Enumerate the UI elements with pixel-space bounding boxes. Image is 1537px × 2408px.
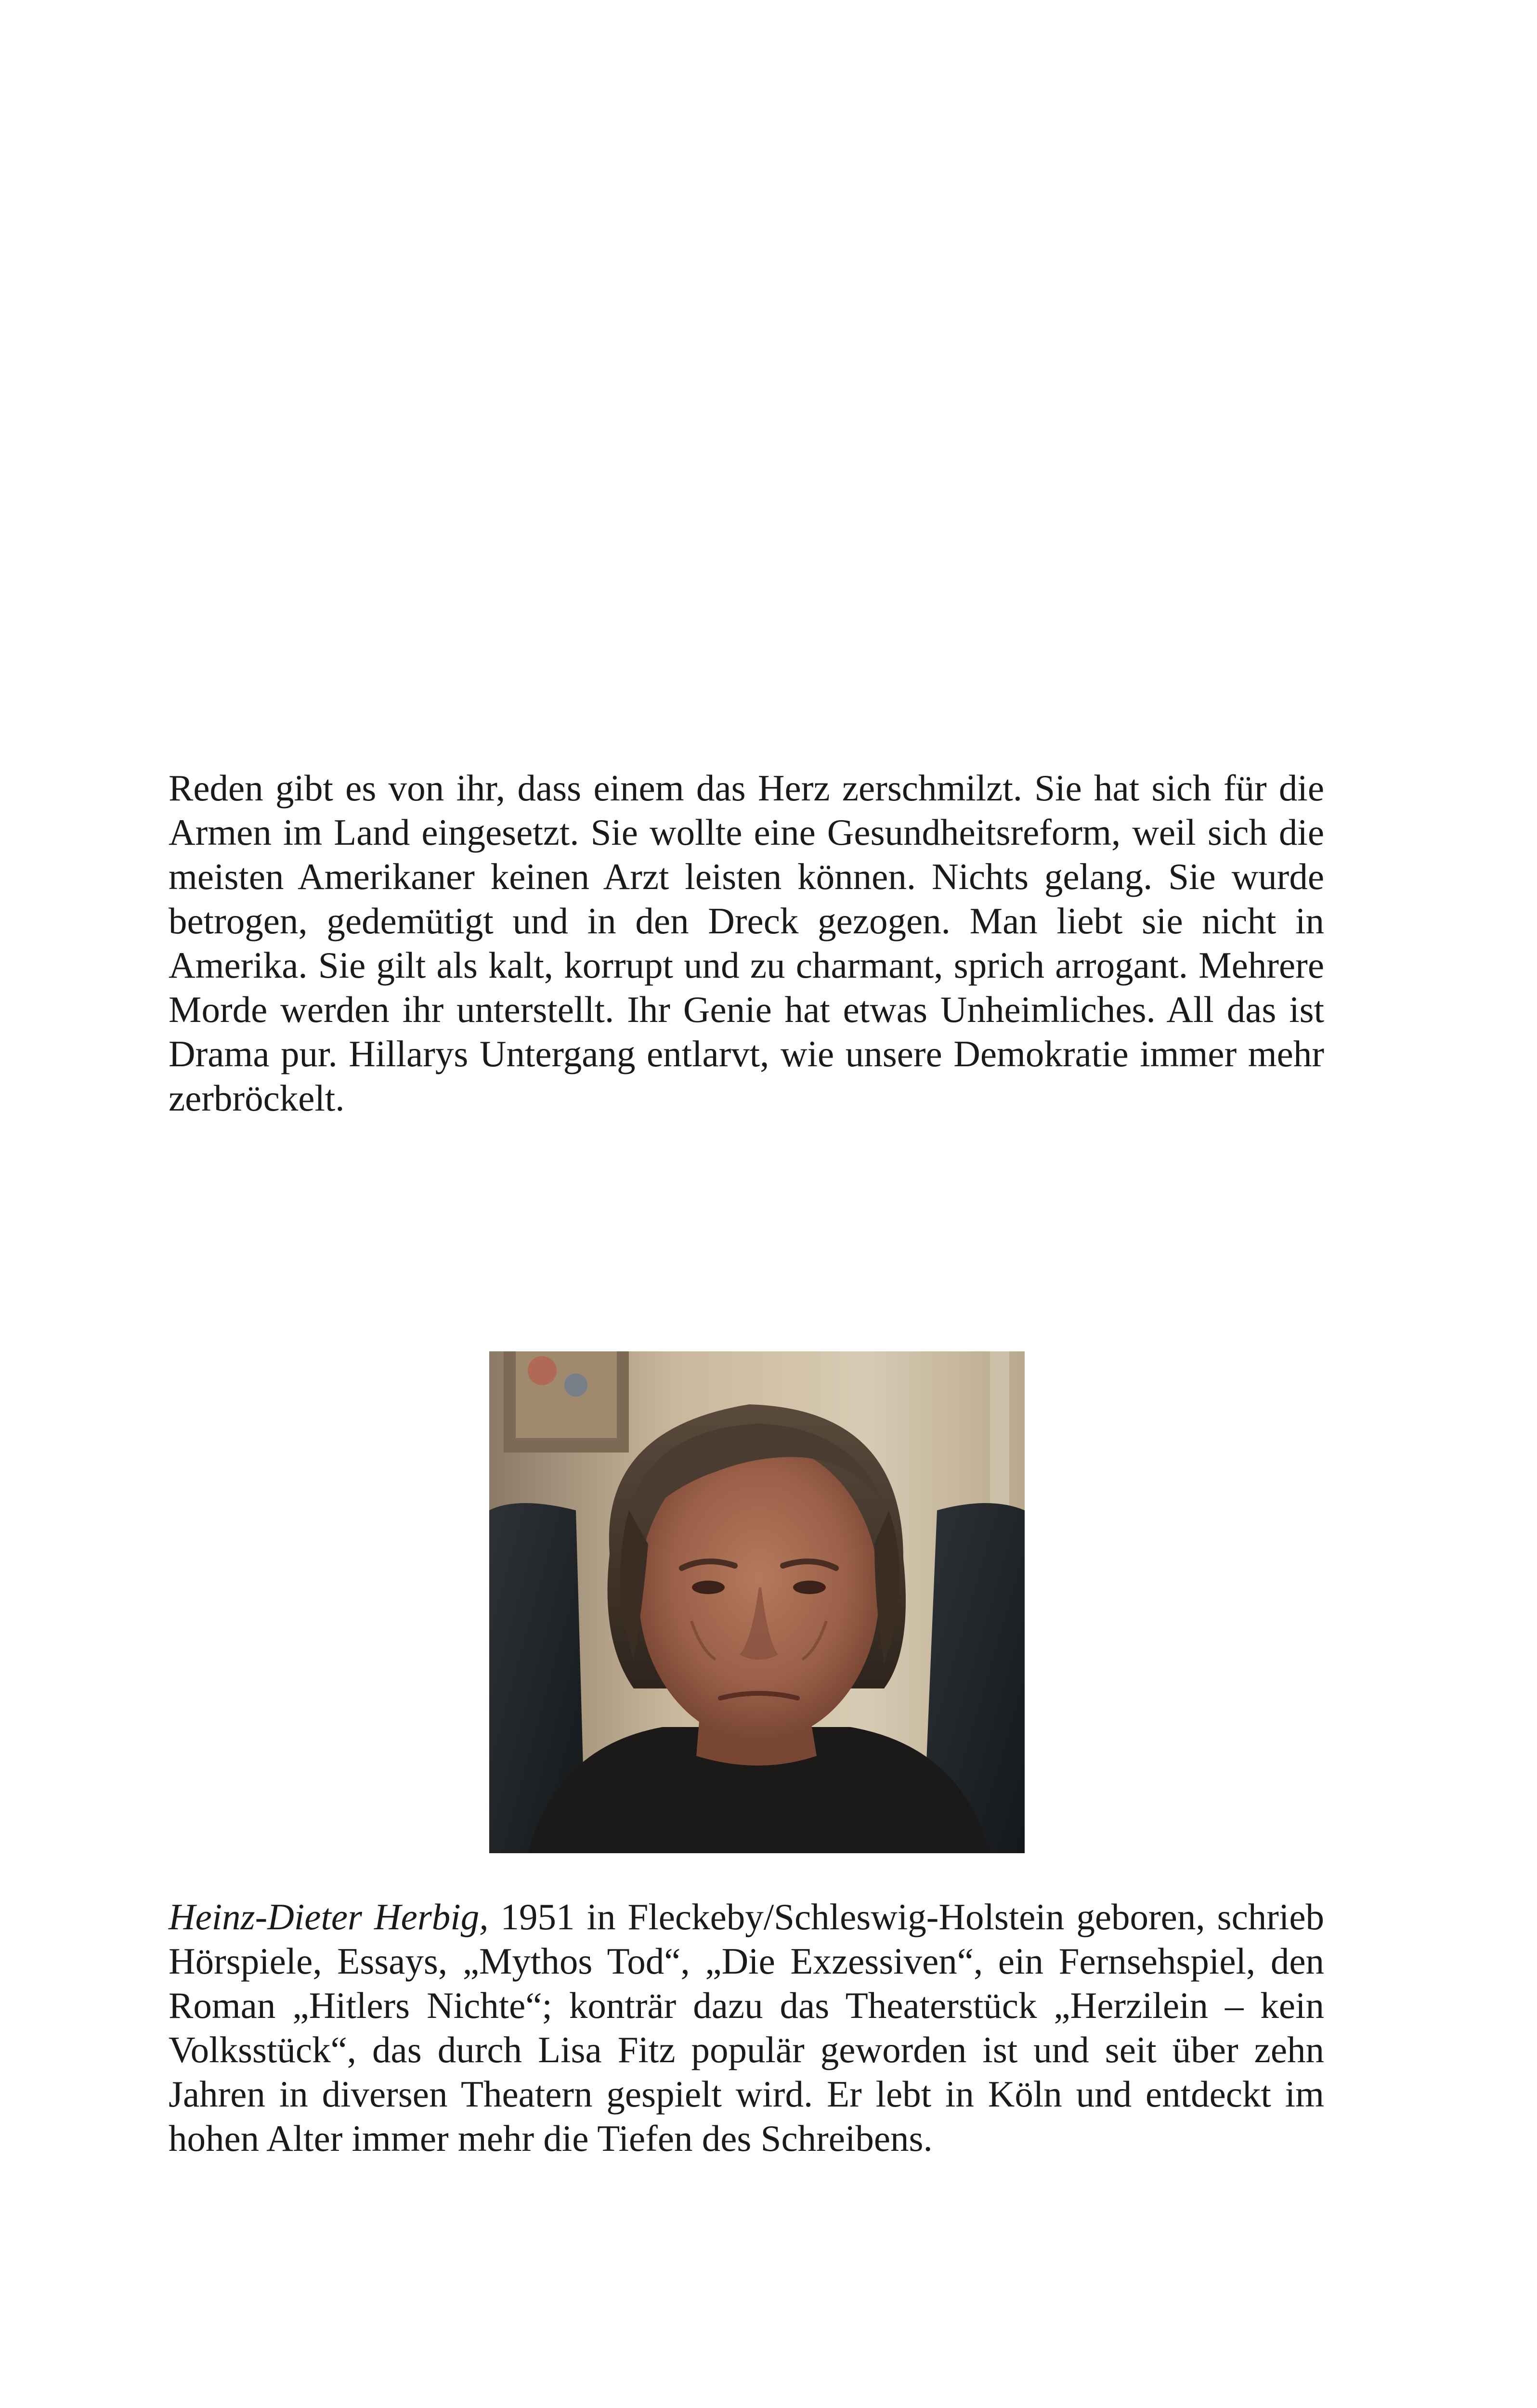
author-portrait-illustration (489, 1351, 1025, 1853)
book-blurb: Reden gibt es von ihr, dass einem das Herz zerschmilzt. Sie hat sich für die Armen im Land eingesetzt. Sie wollte eine Gesundheitsreform, weil sich die meisten Amerikaner keinen Arzt leisten können. Nichts gelang. Sie wurde betrogen, gedemütigt und in den Dreck gezogen. Man liebt sie nicht in Amerika. Sie gilt als kalt, korrupt und zu charmant, sprich arrogant. Mehrere Morde werden ihr unterstellt. Ihr Genie hat etwas Unheimliches. All das ist Drama pur. Hillarys Untergang entlarvt, wie unsere Demokratie immer mehr zerbröckelt. (169, 767, 1324, 1119)
author-name: Heinz-Dieter Herbig, (169, 1896, 489, 1937)
author-bio-text: 1951 in Fleckeby/Schleswig-Holstein geboren, schrieb Hörspiele, Essays, „Mythos Tod“, „Die Exzessiven“, ein Fernsehspiel, den Roman „Hitlers Nichte“; konträr dazu das Theaterstück „Herzilein – kein Volksstück“, das durch Lisa Fitz populär geworden ist und seit über zehn Jahren in diversen Theatern gespielt wird. Er lebt in Köln und entdeckt im hohen Alter immer mehr die Tiefen des Schreibens. (169, 1896, 1324, 2159)
author-photo (489, 1351, 1025, 1853)
author-bio (169, 1895, 1324, 2160)
